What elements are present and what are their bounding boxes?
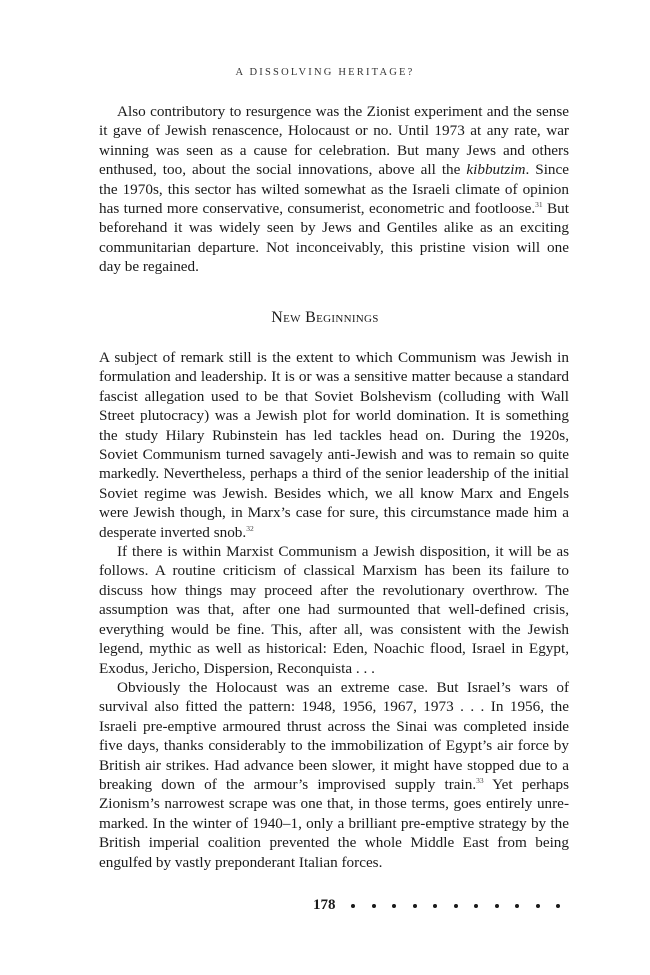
page-number: 178 [313,897,336,913]
paragraph-text: Also contributory to resurgence was the Zionist experiment and the sense it gave of Jewish renascence, Holocaust or no. Until 1973 at any rate, war winning was seen as a cause for celebration. But many Jews and others enthused, too, about the social innovations, above all the [99,103,569,179]
paragraph-text: A subject of remark still is the extent to which Communism was Jewish in formulation and leadership. It is or was a sensitive matter because a standard fascist allegation used to be that Soviet Bolshevism (colluding with Wall Street plutocracy) was a Jewish plot for world domination. It is something the study Hilary Rubinstein has led tackles head on. During the 1920s, Soviet Communism turned savagely anti-Jewish and was to remain so quite markedly. Nevertheless, perhaps a third of the senior leadership of the initial Soviet regime was Jewish. Besides which, we all know Marx and Engels were Jewish though, in Marx’s case for sure, this circumstance made him a desperate inverted snob. [99,349,569,541]
footnote-reference: 33 [476,775,484,785]
leader-dot [351,904,355,908]
paragraph-text: Yet perhaps Zionism’s narrowest scrape was one that, in those terms, goes entirely unremarked. In the winter of 1940–1, only a brilliant pre-emptive strategy by the British imperial coalition prevented the whole Middle East from being engulfed by vastly preponderant Italian forces. [99,775,570,871]
leader-dot [454,904,458,908]
paragraph-text: If there is within Marxist Communism a Jewish disposition, it will be as follows. A routine criticism of classical Marxism has been its failure to discuss how things may proceed after the revolutionary overthrow. The assumption was that, after one had surmounted that well-defined crisis, everything would be fine. This, after all, was consistent with the Jewish legend, mythic as well as historical: Eden, Noachic flood, Israel in Egypt, Exodus, Jericho, Dispersion, Reconquista . . . [99,543,569,677]
leader-dot [495,904,499,908]
page-footer [313,897,560,914]
leader-dot [413,904,417,908]
leader-dot [372,904,376,908]
opening-paragraph [99,102,569,277]
leader-dot [474,904,478,908]
leader-dot [515,904,519,908]
body-paragraph [99,542,569,678]
paragraph-text: But beforehand it was widely seen by Jews and Gentiles alike as an exciting communitarian departure. Not inconceivably, this pristine vision will one day be regained. [99,200,569,276]
leader-dot [392,904,396,908]
paragraph-text: . Since the 1970s, this sector has wilted somewhat as the Israeli climate of opinion has turned more conservative, consumerist, econometric and footloose. [99,161,569,218]
footnote-reference: 31 [535,200,543,210]
footer-dot-leader [351,897,560,914]
section-heading: New Beginnings [271,309,379,326]
leader-dot [536,904,540,908]
footnote-reference: 32 [246,523,254,533]
opening-paragraphs [99,102,569,277]
running-head: A DISSOLVING HERITAGE? [235,67,415,78]
italic-term: kibbutzim [466,161,526,179]
leader-dot [433,904,437,908]
paragraph-text: Obviously the Holocaust was an extreme case. But Israel’s wars of survival also fitted the pattern: 1948, 1956, 1967, 1973 . . . In 1956, the Israeli pre-emptive armoured thrust across the Sinai was completed inside five days, thanks considerably to the immobilization of Egypt’s air force by British air strikes. Had advance been slower, it might have stopped due to a breaking down of the armour’s improvised supply train. [99,678,569,793]
leader-dot [556,904,560,908]
body-paragraph [99,678,569,872]
section-body [99,348,569,872]
body-paragraph [99,348,569,542]
